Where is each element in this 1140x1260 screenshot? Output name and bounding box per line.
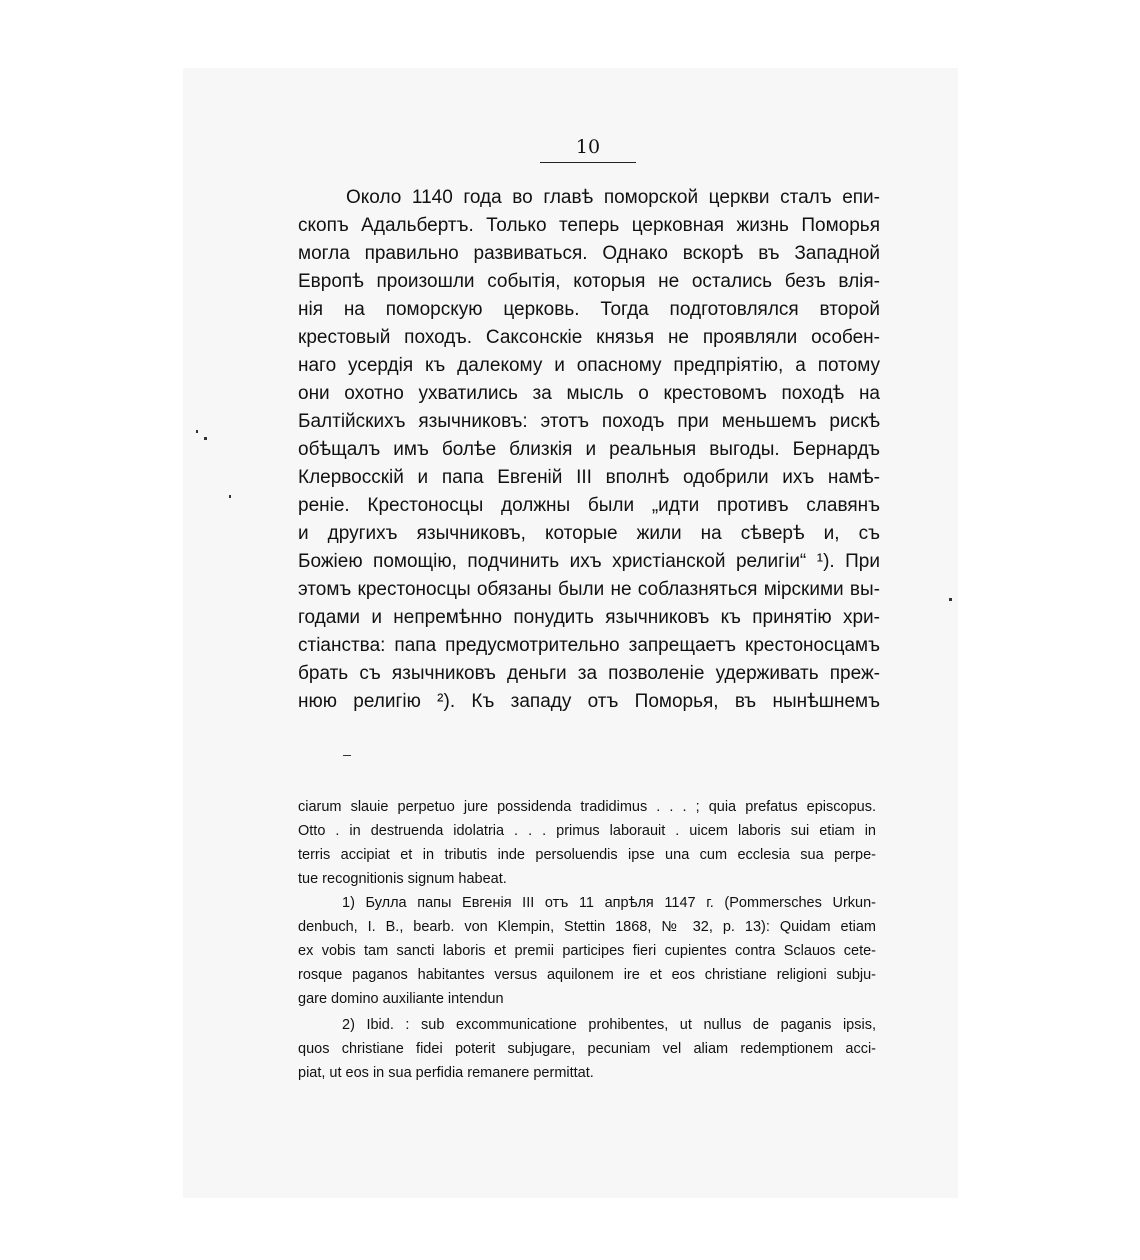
footnote-line: rosque paganos habitantes versus aquilonem ire et eos christiane religioni subju- [298,967,876,983]
body-text-line: брать съ язычниковъ деньги за позволеніе удерживать преж- [298,663,880,684]
body-text-line: скопъ Адальбертъ. Только теперь церковная жизнь Поморья [298,215,880,236]
footnote-line: ex vobis tam sancti laboris et premii participes fieri cupientes contra Sclauos cete- [298,943,876,959]
footnote-line: terris accipiat et in tributis inde persoluendis ipse una cum ecclesia sua perpe- [298,847,876,863]
footnote-line: denbuch, I. B., bearb. von Klempin, Stettin 1868, № 32, p. 13): Quidam etiam [298,919,876,935]
body-text-line: наго усердія къ далекому и опасному предпріятію, а потому [298,355,880,376]
body-text-line: нія на поморскую церковь. Тогда подготовлялся второй [298,299,880,320]
footnote-line: Otto . in destruenda idolatria . . . primus laborauit . uicem laboris sui etiam in [298,823,876,839]
footnote-line: 2) Ibid. : sub excommunicatione prohibentes, ut nullus de paganis ipsis, [342,1017,876,1033]
page-number: 10 [575,136,601,158]
body-text-line: обѣщалъ имъ болѣе близкія и реальныя выгоды. Бернардъ [298,439,880,460]
body-text-line: Европѣ произошли событія, которыя не остались безъ влія- [298,271,880,292]
footnote-line: ciarum slauie perpetuo jure possidenda tradidimus . . . ; quia prefatus episcopus. [298,799,876,815]
body-text-line: Около 1140 года во главѣ поморской церкви сталъ епи- [346,187,880,208]
footnote-line: tue recognitionis signum habeat. [298,871,507,887]
page-number-rule [540,162,636,163]
scan-speck [949,598,952,601]
body-text-line: Клервосскій и папа Евгеній III вполнѣ одобрили ихъ намѣ- [298,467,880,488]
body-text-line: стіанства: папа предусмотрительно запрещаетъ крестоносцамъ [298,635,880,656]
body-text-line: и другихъ язычниковъ, которые жили на сѣверѣ и, съ [298,523,880,544]
body-text-line: крестовый походъ. Саксонскіе князья не проявляли особен- [298,327,880,348]
body-text-line: этомъ крестоносцы обязаны были не соблазняться мірскими вы- [298,579,880,600]
scan-speck [343,755,351,756]
body-text-line: реніе. Крестоносцы должны были „идти противъ славянъ [298,495,880,516]
body-text-line: могла правильно развиваться. Однако вскорѣ въ Западной [298,243,880,264]
footnote-line: piat, ut eos in sua perfidia remanere permittat. [298,1065,594,1081]
footnote-line: quos christiane fidei poterit subjugare, pecuniam vel aliam redemptionem acci- [298,1041,876,1057]
body-text-line: нюю религію ²). Къ западу отъ Поморья, въ нынѣшнемъ [298,691,880,712]
scan-speck [229,495,231,498]
body-text-line: годами и непремѣнно понудить язычниковъ къ принятію хри- [298,607,880,628]
scan-speck [196,430,198,433]
body-text-line: Божіею помощію, подчинить ихъ христіанской религіи“ ¹). При [298,551,880,572]
footnote-line: 1) Булла папы Евгенія III отъ 11 апрѣля 1147 г. (Pommersches Urkun- [342,895,876,911]
body-text-line: Балтійскихъ язычниковъ: этотъ походъ при меньшемъ рискѣ [298,411,880,432]
scan-speck [204,437,207,440]
body-text-line: они охотно ухватились за мысль о крестовомъ походѣ на [298,383,880,404]
footnote-line: gare domino auxiliante intendun [298,991,504,1007]
